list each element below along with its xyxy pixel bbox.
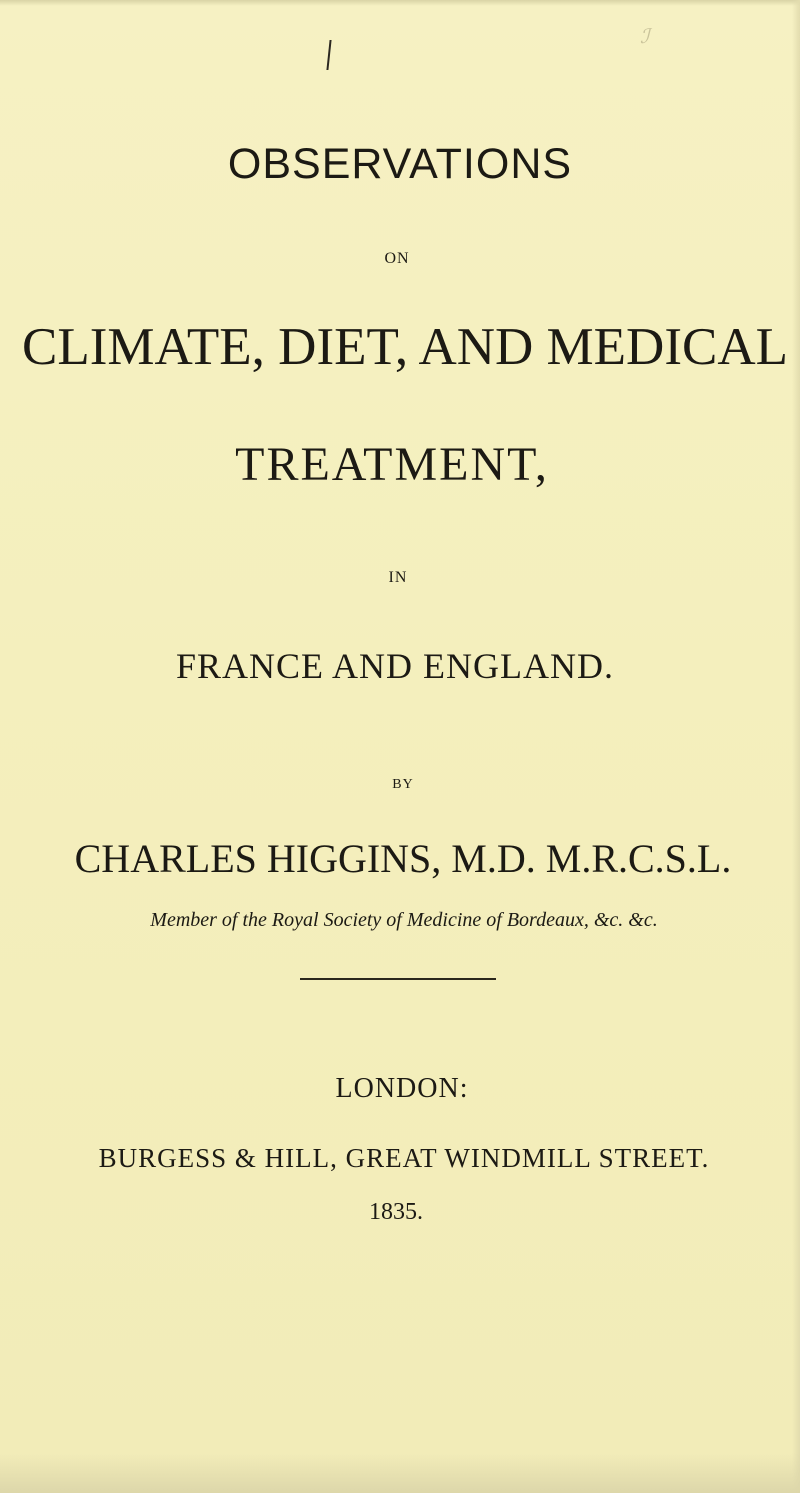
title-line-2: TREATMENT, xyxy=(235,438,549,491)
heading-observations: OBSERVATIONS xyxy=(227,140,573,188)
page-right-edge xyxy=(792,0,800,1493)
faded-corner-mark: ℐ xyxy=(640,24,650,48)
word-on: ON xyxy=(384,250,410,267)
imprint-year: 1835. xyxy=(369,1199,423,1225)
imprint-publisher: BURGESS & HILL, GREAT WINDMILL STREET. xyxy=(98,1143,710,1173)
author-credentials: Member of the Royal Society of Medicine of Bordeaux, &c. &c. xyxy=(150,909,658,931)
page-bottom-edge xyxy=(0,1453,800,1493)
page-top-edge xyxy=(0,0,800,6)
divider-rule xyxy=(300,978,496,980)
title-line-1: CLIMATE, DIET, AND MEDICAL xyxy=(22,318,788,376)
pencil-mark xyxy=(326,40,337,70)
word-by: BY xyxy=(392,777,414,792)
imprint-city: LONDON: xyxy=(335,1073,469,1104)
author-name: CHARLES HIGGINS, M.D. M.R.C.S.L. xyxy=(74,836,732,881)
place-line: FRANCE AND ENGLAND. xyxy=(175,646,614,686)
word-in: IN xyxy=(388,569,408,586)
